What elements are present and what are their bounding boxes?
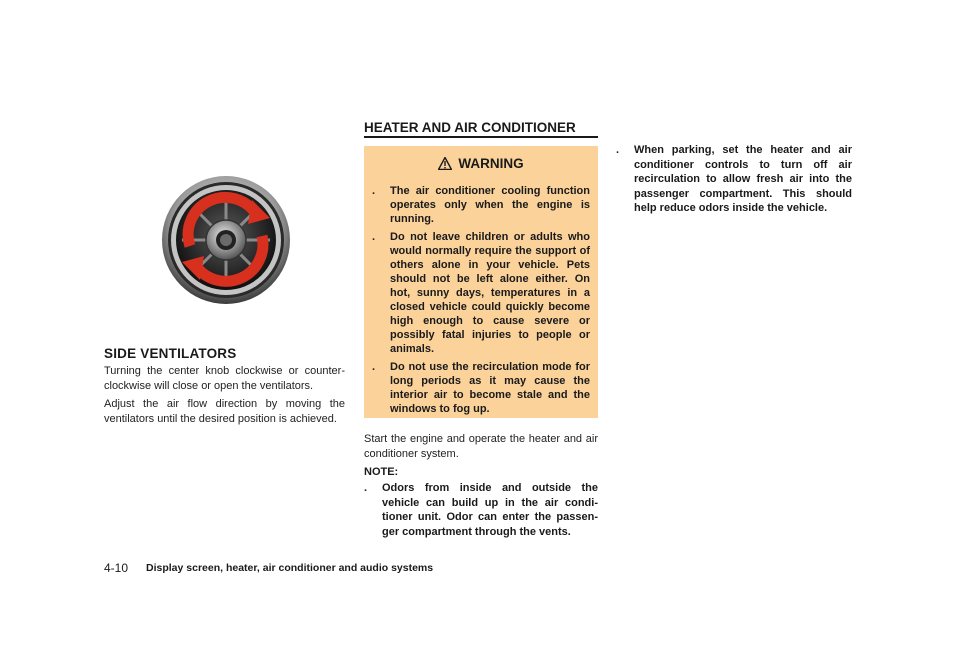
warning-item-text: Do not use the recirculation mode for long periods as it may cause the interior air to become stale and the windows to fog up. — [390, 361, 590, 415]
side-ventilators-heading: SIDE VENTILATORS — [104, 346, 237, 361]
note-item-text: Odors from inside and outside the vehicle can build up in the air condi-tioner unit. Odor can enter the passen-ger compartment through the vents. — [382, 482, 598, 538]
warning-item-text: Do not leave children or adults who would normally require the support of others alone in your vehicle. Pets should not be left alone either. On hot, sunny days, temperatures in a closed vehicle could quickly become high enough to cause severe or possibly fatal injuries to people or animals. — [390, 231, 590, 355]
warning-item — [372, 184, 590, 226]
footer-chapter-title: Display screen, heater, air conditioner and audio systems — [146, 562, 434, 574]
note-item — [616, 143, 852, 216]
warning-item-text: The air conditioner cooling function operates only when the engine is running. — [390, 185, 590, 225]
note-label: NOTE: — [364, 466, 399, 478]
note-item-text: When parking, set the heater and air conditioner controls to turn off air recirculation to allow fresh air into the passenger compartment. This should help reduce odors inside the vehicle. — [634, 144, 852, 214]
warning-item — [372, 360, 590, 416]
vent-figure — [160, 174, 292, 306]
note-item — [364, 481, 598, 539]
side-ventilators-paragraph-2: Adjust the air flow direction by moving the ventilators until the desired position is achieved. — [104, 398, 345, 425]
warning-title — [364, 156, 598, 173]
warning-title-text: WARNING — [458, 156, 524, 171]
start-engine-paragraph: Start the engine and operate the heater and air conditioner system. — [364, 433, 598, 460]
warning-item — [372, 230, 590, 356]
side-ventilators-paragraph-1: Turning the center knob clockwise or counter-clockwise will close or open the ventilators. — [104, 365, 345, 392]
bullet: . — [372, 185, 376, 197]
bullet: . — [364, 482, 368, 494]
warning-box — [364, 146, 598, 418]
bullet: . — [372, 231, 376, 243]
bullet: . — [616, 144, 620, 156]
vent-rotation-arrow-icon — [160, 174, 292, 306]
heater-section-heading: HEATER AND AIR CONDITIONER — [364, 120, 576, 135]
heading-underline — [364, 136, 598, 138]
bullet: . — [372, 361, 376, 373]
warning-triangle-icon — [438, 157, 452, 173]
page-number: 4-10 — [104, 561, 129, 575]
